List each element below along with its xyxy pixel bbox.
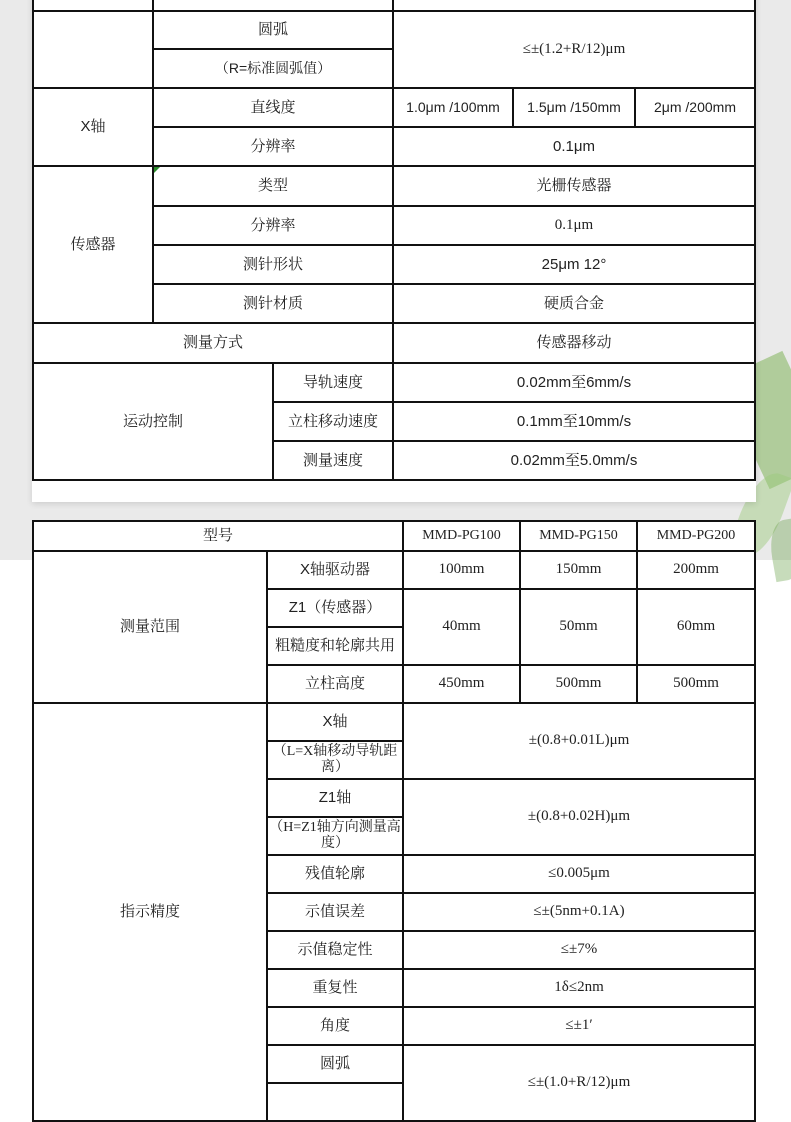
blank-cell	[267, 1083, 403, 1121]
straightness-label: 直线度	[153, 88, 393, 127]
spec-sheet-1	[32, 0, 756, 502]
angle-value: ≤±1′	[403, 1007, 755, 1045]
z1-sensor-label: Z1（传感器）	[267, 589, 403, 627]
arc-label: 圆弧	[267, 1045, 403, 1083]
cut-cell	[33, 0, 153, 11]
table-row	[33, 551, 755, 589]
model-name: MMD-PG200	[637, 521, 755, 551]
column-speed-value: 0.1mm至10mm/s	[393, 402, 755, 441]
column-height-value: 450mm	[403, 665, 520, 703]
arc-label: 圆弧	[153, 11, 393, 49]
measure-method-value: 传感器移动	[393, 323, 755, 363]
rail-speed-value: 0.02mm至6mm/s	[393, 363, 755, 402]
spec-table-1	[32, 0, 756, 481]
z1-value: 40mm	[403, 589, 520, 665]
straightness-value: 1.0μm /100mm	[393, 88, 513, 127]
x-driver-label: X轴驱动器	[267, 551, 403, 589]
stylus-shape-value: 25μm 12°	[393, 245, 755, 284]
sensor-type-label: 类型	[153, 166, 393, 206]
residual-label: 残值轮廓	[267, 855, 403, 893]
z1-axis-note: （H=Z1轴方向测量高度）	[267, 817, 403, 855]
stability-label: 示值稳定性	[267, 931, 403, 969]
sensor-type-value: 光栅传感器	[393, 166, 755, 206]
x-driver-value: 150mm	[520, 551, 637, 589]
z1-value: 60mm	[637, 589, 755, 665]
x-axis-note: （L=X轴移动导轨距离）	[267, 741, 403, 779]
sensor-resolution-value: 0.1μm	[393, 206, 755, 245]
spec-sheet-2	[32, 520, 756, 1120]
arc-value: ≤±(1.0+R/12)μm	[403, 1045, 755, 1121]
measure-method-label: 测量方式	[33, 323, 393, 363]
sensor-label: 传感器	[33, 166, 153, 323]
sensor-resolution-label: 分辨率	[153, 206, 393, 245]
repeat-value: 1δ≤2nm	[403, 969, 755, 1007]
resolution-value: 0.1μm	[393, 127, 755, 166]
x-axis-label: X轴	[267, 703, 403, 741]
model-label: 型号	[33, 521, 403, 551]
residual-value: ≤0.005μm	[403, 855, 755, 893]
stylus-material-value: 硬质合金	[393, 284, 755, 323]
column-speed-label: 立柱移动速度	[273, 402, 393, 441]
accuracy-label: 指示精度	[33, 703, 267, 1121]
arc-value: ≤±(1.2+R/12)μm	[393, 11, 755, 88]
cut-cell	[393, 0, 755, 11]
straightness-value: 1.5μm /150mm	[513, 88, 635, 127]
z1-value: 50mm	[520, 589, 637, 665]
table-row	[33, 166, 755, 206]
x-driver-value: 100mm	[403, 551, 520, 589]
stylus-shape-label: 测针形状	[153, 245, 393, 284]
motion-control-label: 运动控制	[33, 363, 273, 480]
error-value: ≤±(5nm+0.1A)	[403, 893, 755, 931]
shared-label: 粗糙度和轮廓共用	[267, 627, 403, 665]
column-height-value: 500mm	[520, 665, 637, 703]
column-height-label: 立柱高度	[267, 665, 403, 703]
z1-axis-value: ±(0.8+0.02H)μm	[403, 779, 755, 855]
x-axis-value: ±(0.8+0.01L)μm	[403, 703, 755, 779]
table-row	[33, 703, 755, 741]
column-height-value: 500mm	[637, 665, 755, 703]
error-label: 示值误差	[267, 893, 403, 931]
angle-label: 角度	[267, 1007, 403, 1045]
rail-speed-label: 导轨速度	[273, 363, 393, 402]
model-name: MMD-PG150	[520, 521, 637, 551]
straightness-value: 2μm /200mm	[635, 88, 755, 127]
spec-table-2	[32, 520, 756, 1122]
arc-note: （R=标准圆弧值）	[153, 49, 393, 88]
table-row	[33, 363, 755, 402]
stability-value: ≤±7%	[403, 931, 755, 969]
blank-cell	[33, 11, 153, 88]
repeat-label: 重复性	[267, 969, 403, 1007]
x-axis-label: X轴	[33, 88, 153, 166]
z1-axis-label: Z1轴	[267, 779, 403, 817]
model-name: MMD-PG100	[403, 521, 520, 551]
x-driver-value: 200mm	[637, 551, 755, 589]
table-row	[33, 521, 755, 551]
range-label: 测量范围	[33, 551, 267, 703]
table-row	[33, 11, 755, 49]
cut-cell	[153, 0, 393, 11]
table-row	[33, 0, 755, 11]
table-row	[33, 88, 755, 127]
table-row	[33, 323, 755, 363]
measure-speed-value: 0.02mm至5.0mm/s	[393, 441, 755, 480]
measure-speed-label: 测量速度	[273, 441, 393, 480]
resolution-label: 分辨率	[153, 127, 393, 166]
stylus-material-label: 测针材质	[153, 284, 393, 323]
